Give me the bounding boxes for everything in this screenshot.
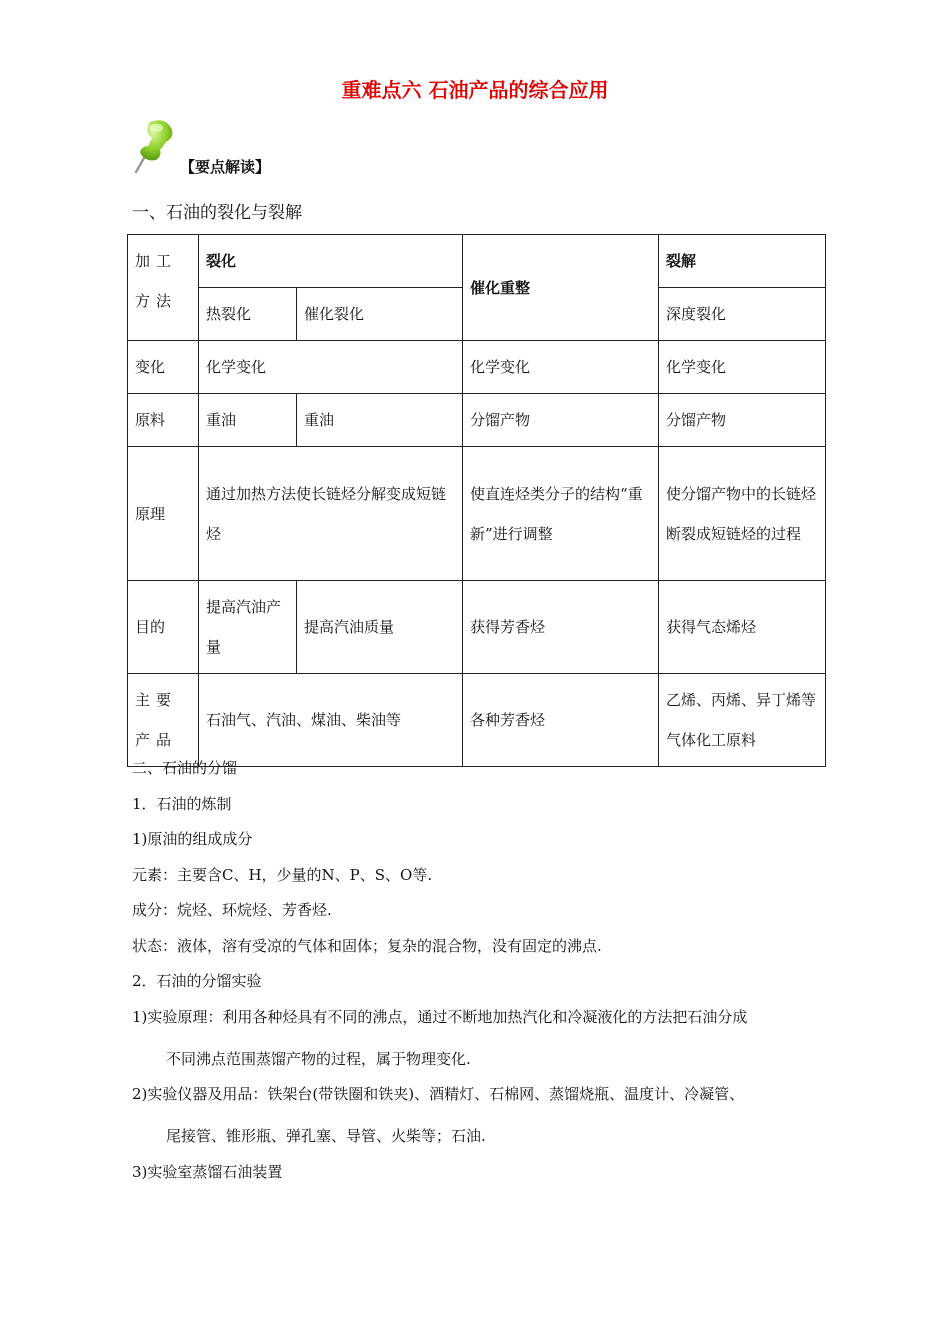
table-cell: 重油 bbox=[297, 394, 463, 447]
table-cell: 原理 bbox=[128, 447, 199, 581]
table-cell: 提高汽油质量 bbox=[297, 581, 463, 674]
page-title: 重难点六 石油产品的综合应用 bbox=[341, 78, 609, 102]
text-line: 3)实验室蒸馏石油装置 bbox=[132, 1162, 283, 1181]
table-cell: 裂化 bbox=[199, 235, 463, 288]
text-line: 不同沸点范围蒸馏产物的过程，属于物理变化. bbox=[166, 1049, 471, 1068]
table-cell: 原料 bbox=[128, 394, 199, 447]
text-line: 2．石油的分馏实验 bbox=[132, 972, 262, 990]
table-cell: 获得芳香烃 bbox=[463, 581, 659, 674]
cracking-comparison-table bbox=[127, 234, 826, 767]
table-row bbox=[128, 235, 826, 288]
table-cell: 重油 bbox=[199, 394, 297, 447]
text-line: 1)原油的组成成分 bbox=[132, 830, 253, 848]
table-cell: 石油气、汽油、煤油、柴油等 bbox=[199, 674, 463, 767]
table-row bbox=[128, 674, 826, 767]
key-points-heading: 【要点解读】 bbox=[180, 158, 271, 176]
table-cell: 催化裂化 bbox=[297, 288, 463, 341]
text-line: 成分：烷烃、环烷烃、芳香烃. bbox=[132, 901, 332, 919]
text-line: 元素：主要含C、H，少量的N、P、S、O等. bbox=[132, 865, 433, 884]
table-row bbox=[128, 394, 826, 447]
body-text bbox=[132, 756, 832, 1195]
table-cell: 主要产品 bbox=[128, 674, 199, 767]
table-cell: 使直连烃类分子的结构“重新”进行调整 bbox=[463, 447, 659, 581]
text-line: 1)实验原理：利用各种烃具有不同的沸点，通过不断地加热汽化和冷凝液化的方法把石油分成 bbox=[132, 1007, 748, 1026]
table-cell: 加工方法 bbox=[128, 235, 199, 341]
table-cell: 化学变化 bbox=[463, 341, 659, 394]
table-cell: 分馏产物 bbox=[659, 394, 826, 447]
text-line: 状态：液体，溶有受凉的气体和固体；复杂的混合物，没有固定的沸点. bbox=[132, 936, 602, 955]
table-cell: 分馏产物 bbox=[463, 394, 659, 447]
text-line: 尾接管、锥形瓶、弹孔塞、导管、火柴等；石油. bbox=[166, 1127, 486, 1145]
table-cell: 使分馏产物中的长链烃断裂成短链烃的过程 bbox=[659, 447, 826, 581]
text-line: 1．石油的炼制 bbox=[132, 794, 232, 813]
table-cell: 化学变化 bbox=[659, 341, 826, 394]
table-row bbox=[128, 581, 826, 674]
table-cell: 化学变化 bbox=[199, 341, 463, 394]
table-row bbox=[128, 447, 826, 581]
text-line: 2)实验仪器及用品：铁架台(带铁圈和铁夹)、酒精灯、石棉网、蒸馏烧瓶、温度计、冷凝管、 bbox=[132, 1085, 745, 1103]
table-cell: 催化重整 bbox=[463, 235, 659, 341]
table-cell: 获得气态烯烃 bbox=[659, 581, 826, 674]
table-row bbox=[128, 341, 826, 394]
section-heading: 一、石油的裂化与裂解 bbox=[132, 203, 302, 223]
pushpin-icon bbox=[126, 116, 186, 176]
table-cell: 乙烯、丙烯、异丁烯等气体化工原料 bbox=[659, 674, 826, 767]
table-cell: 各种芳香烃 bbox=[463, 674, 659, 767]
table-cell: 热裂化 bbox=[199, 288, 297, 341]
table-cell: 目的 bbox=[128, 581, 199, 674]
table-cell: 提高汽油产量 bbox=[199, 581, 297, 674]
table-cell: 裂解 bbox=[659, 235, 826, 288]
table-cell: 深度裂化 bbox=[659, 288, 826, 341]
section-heading: 二、石油的分馏 bbox=[132, 759, 238, 777]
table-cell: 变化 bbox=[128, 341, 199, 394]
table-cell: 通过加热方法使长链烃分解变成短链烃 bbox=[199, 447, 463, 581]
